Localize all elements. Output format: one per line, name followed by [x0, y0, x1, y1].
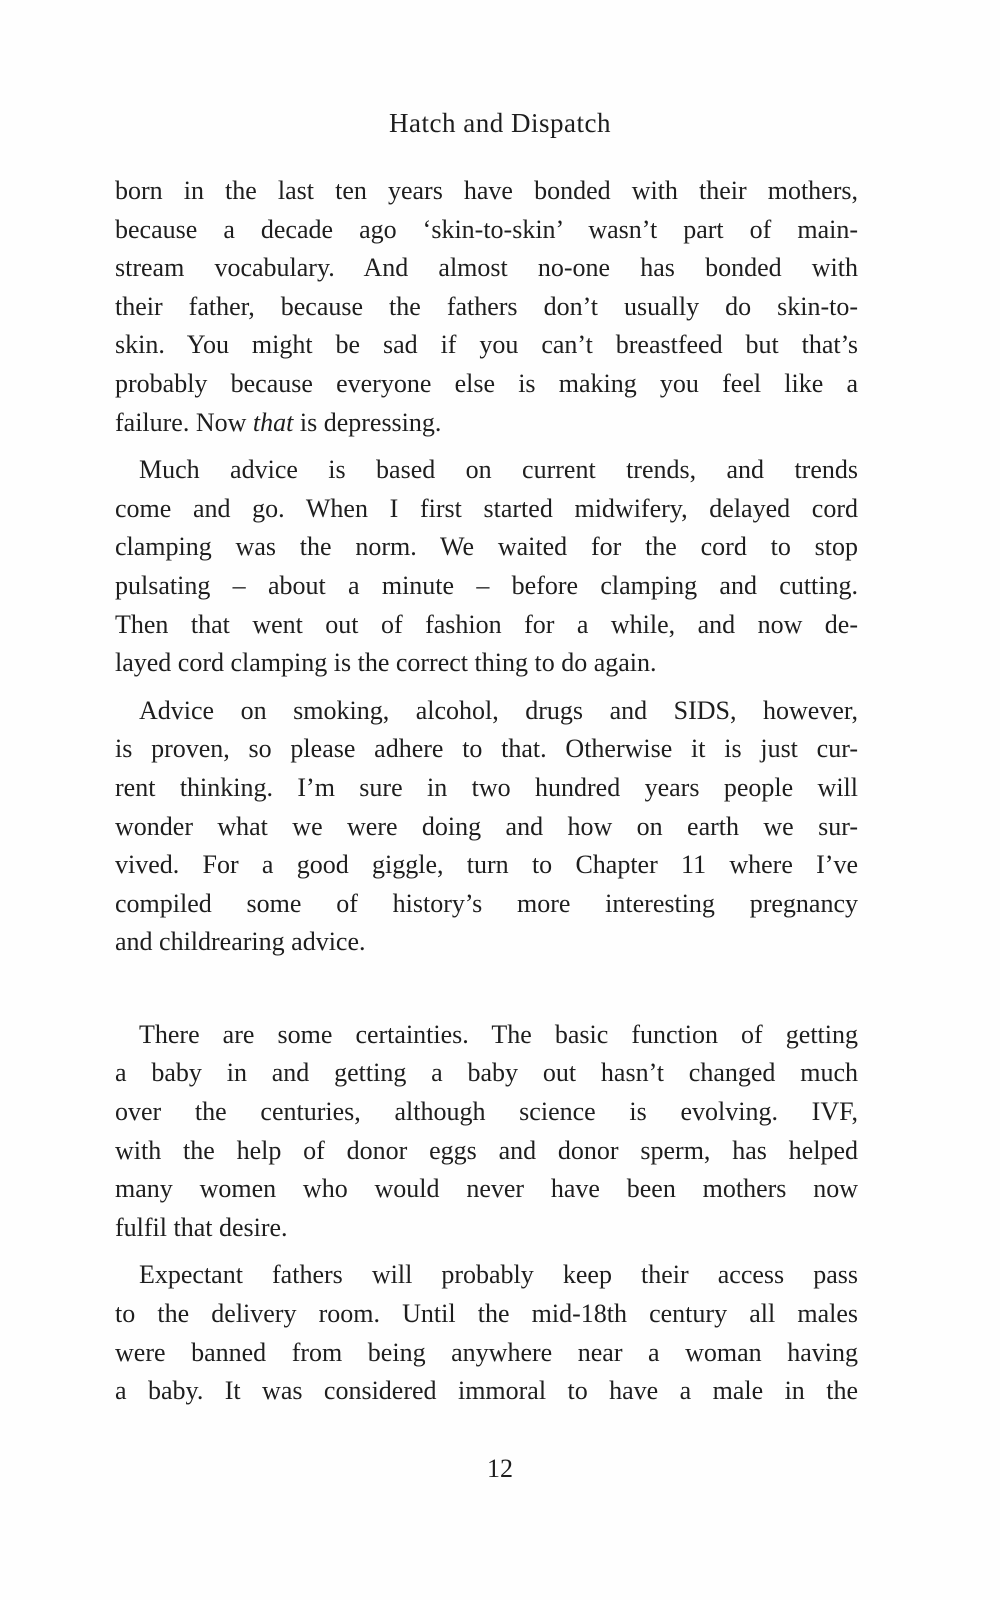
text-line: many women who would never have been mothers now [115, 1174, 858, 1204]
text-line: and childrearing advice. [115, 927, 366, 957]
text-line: fulfil that desire. [115, 1212, 288, 1242]
text-segment: is depressing. [293, 407, 442, 437]
text-line: There are some certainties. The basic function of getting [139, 1019, 858, 1049]
paragraph [115, 451, 858, 683]
text-line: stream vocabulary. And almost no-one has bonded with [115, 253, 858, 283]
text-line: were banned from being anywhere near a woman having [115, 1337, 858, 1367]
text-line: a baby. It was considered immoral to have a male in the [115, 1376, 858, 1406]
text-line: skin. You might be sad if you can’t breastfeed but that’s [115, 330, 858, 360]
text-line: Then that went out of fashion for a while, and now de- [115, 609, 858, 639]
page-number: 12 [487, 1454, 513, 1483]
text-line: with the help of donor eggs and donor sperm, has helped [115, 1135, 858, 1165]
running-header: Hatch and Dispatch [389, 108, 611, 138]
text-line: compiled some of history’s more interesting pregnancy [115, 888, 858, 918]
paragraph [115, 1256, 858, 1410]
text-line: vived. For a good giggle, turn to Chapter 11 where I’ve [115, 850, 858, 880]
text-line: probably because everyone else is making you feel like a [115, 368, 858, 398]
text-line [115, 404, 858, 443]
text-line: Expectant fathers will probably keep their access pass [139, 1260, 858, 1290]
text-line: born in the last ten years have bonded with their mothers, [115, 176, 858, 205]
text-line: over the centuries, although science is evolving. IVF, [115, 1097, 858, 1127]
text-line: their father, because the fathers don’t usually do skin-to- [115, 291, 858, 321]
text-line: Advice on smoking, alcohol, drugs and SIDS, however, [139, 695, 858, 725]
text-line: rent thinking. I’m sure in two hundred years people will [115, 772, 858, 802]
paragraph [115, 1016, 858, 1248]
text-line: come and go. When I first started midwifery, delayed cord [115, 493, 858, 523]
italic-text: that [252, 407, 294, 437]
text-line: Much advice is based on current trends, and trends [139, 455, 858, 485]
body-text [115, 172, 858, 1411]
text-line: a baby in and getting a baby out hasn’t changed much [115, 1058, 858, 1088]
text-line: is proven, so please adhere to that. Otherwise it is just cur- [115, 734, 858, 764]
text-segment: failure. Now [115, 407, 253, 437]
paragraph [115, 172, 858, 442]
text-line: layed cord clamping is the correct thing to do again. [115, 648, 657, 678]
text-line: clamping was the norm. We waited for the cord to stop [115, 532, 858, 562]
text-line: to the delivery room. Until the mid-18th century all males [115, 1299, 858, 1329]
paragraph [115, 692, 858, 962]
text-line: because a decade ago ‘skin-to-skin’ wasn’t part of main- [115, 214, 858, 244]
text-line: wonder what we were doing and how on earth we sur- [115, 811, 858, 841]
text-line: pulsating – about a minute – before clamping and cutting. [115, 570, 858, 600]
